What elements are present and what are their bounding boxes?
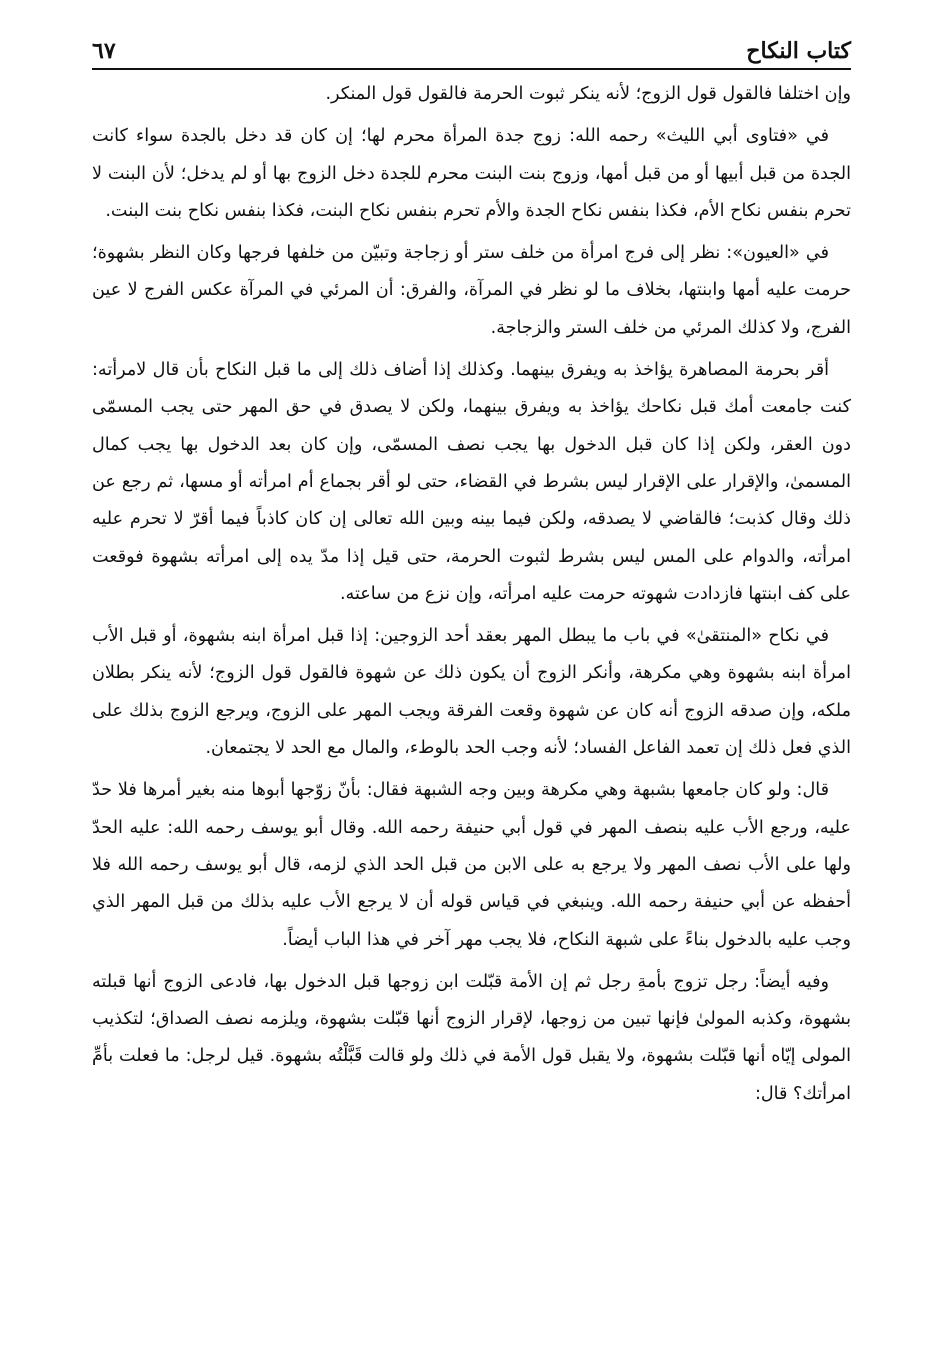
book-title: كتاب النكاح xyxy=(746,38,851,64)
paragraph: قال: ولو كان جامعها بشبهة وهي مكرهة وبين وجه الشبهة فقال: بأنّ زوّجها أبوها منه بغير أمرها فلا حدّ عليه، ورجع الأب عليه بنصف المهر في قول أبي حنيفة رحمه الله. وقال أبو يوسف رحمه الله: عليه الحدّ ولها على الأب نصف المهر ولا يرجع به على الابن من قبل الحد الذي لزمه، قال أبو يوسف رحمه الله فلا أحفظه عن أبي حنيفة رحمه الله. وينبغي في قياس قوله أن لا يرجع الأب عليه بذلك من قبل المهر الذي وجب عليه بالدخول بناءً على شبهة النكاح، فلا يجب مهر آخر في هذا الباب أيضاً. xyxy=(92,780,851,950)
page-number: ٦٧ xyxy=(92,38,116,64)
page-body xyxy=(92,76,851,1113)
paragraph: وفيه أيضاً: رجل تزوج بأمةِ رجل ثم إن الأمة قبّلت ابن زوجها قبل الدخول بها، فادعى الزوج أنها قبلته بشهوة، وكذبه المولىٰ فإنها تبين من زوجها، لإقرار الزوج أنها قبّلت بشهوة، ويلزمه نصف الصداق؛ لتكذيب المولى إيّاه أنها قبّلت بشهوة، ولا يقبل قول الأمة في ذلك ولو قالت قَبَّلْتُه بشهوة. قيل لرجل: ما فعلت بأمِّ امرأتك؟ قال: xyxy=(92,971,851,1104)
page-header xyxy=(92,22,851,70)
paragraph: وإن اختلفا فالقول قول الزوج؛ لأنه ينكر ثبوت الحرمة فالقول قول المنكر. xyxy=(325,84,851,104)
paragraph: في نكاح «المنتقىٰ» في باب ما يبطل المهر بعقد أحد الزوجين: إذا قبل امرأة ابنه بشهوة، أو قبل الأب امرأة ابنه بشهوة وهي مكرهة، وأنكر الزوج أن يكون ذلك عن شهوة فالقول قول الزوج؛ لأنه ينكر بطلان ملكه، وإن صدقه الزوج أنه كان عن شهوة وقعت الفرقة ويجب المهر على الزوج، ويرجع الزوج بذلك على الذي فعل ذلك إن تعمد الفاعل الفساد؛ لأنه وجب الحد بالوطء، والمال مع الحد لا يجتمعان. xyxy=(92,626,851,759)
paragraph: في «فتاوى أبي الليث» رحمه الله: زوج جدة المرأة محرم لها؛ إن كان قد دخل بالجدة سواء كانت الجدة من قبل أبيها أو من قبل أمها، وزوج بنت البنت محرم للجدة دخل الزوج بها أو لم يدخل؛ لأن البنت لا تحرم بنفس نكاح الأم، فكذا بنفس نكاح الجدة والأم تحرم بنفس نكاح البنت، فكذا بنفس نكاح بنت البنت. xyxy=(92,126,851,221)
paragraph: أقر بحرمة المصاهرة يؤاخذ به ويفرق بينهما. وكذلك إذا أضاف ذلك إلى ما قبل النكاح بأن قال لامرأته: كنت جامعت أمك قبل نكاحك يؤاخذ به ويفرق بينهما، ولكن لا يصدق في حق المهر حتى يجب المسمّى دون العقر، ولكن إذا كان قبل الدخول بها يجب نصف المسمّى، وإن كان بعد الدخول بها يجب كمال المسمىٰ، والإقرار على الإقرار ليس بشرط في القضاء، حتى لو أقر بجماع أم امرأته أو مسها، ثم رجع عن ذلك وقال كذبت؛ فالقاضي لا يصدقه، ولكن فيما بينه وبين الله تعالى إن كان كاذباً فيما أقرّ لا تحرم عليه امرأته، والدوام على المس ليس بشرط لثبوت الحرمة، حتى قيل إذا مدّ يده إلى امرأته بشهوة فوقعت على كف ابنتها فازدادت شهوته حرمت عليه امرأته، وإن نزع من ساعته. xyxy=(92,360,851,604)
paragraph: في «العيون»: نظر إلى فرج امرأة من خلف ستر أو زجاجة وتبيّن من خلفها فرجها وكان النظر بشهوة؛ حرمت عليه أمها وابنتها، بخلاف ما لو نظر في المرآة، والفرق: أن المرئي في المرآة عكس الفرج لا عين الفرج، ولا كذلك المرئي من خلف الستر والزجاجة. xyxy=(92,243,851,338)
